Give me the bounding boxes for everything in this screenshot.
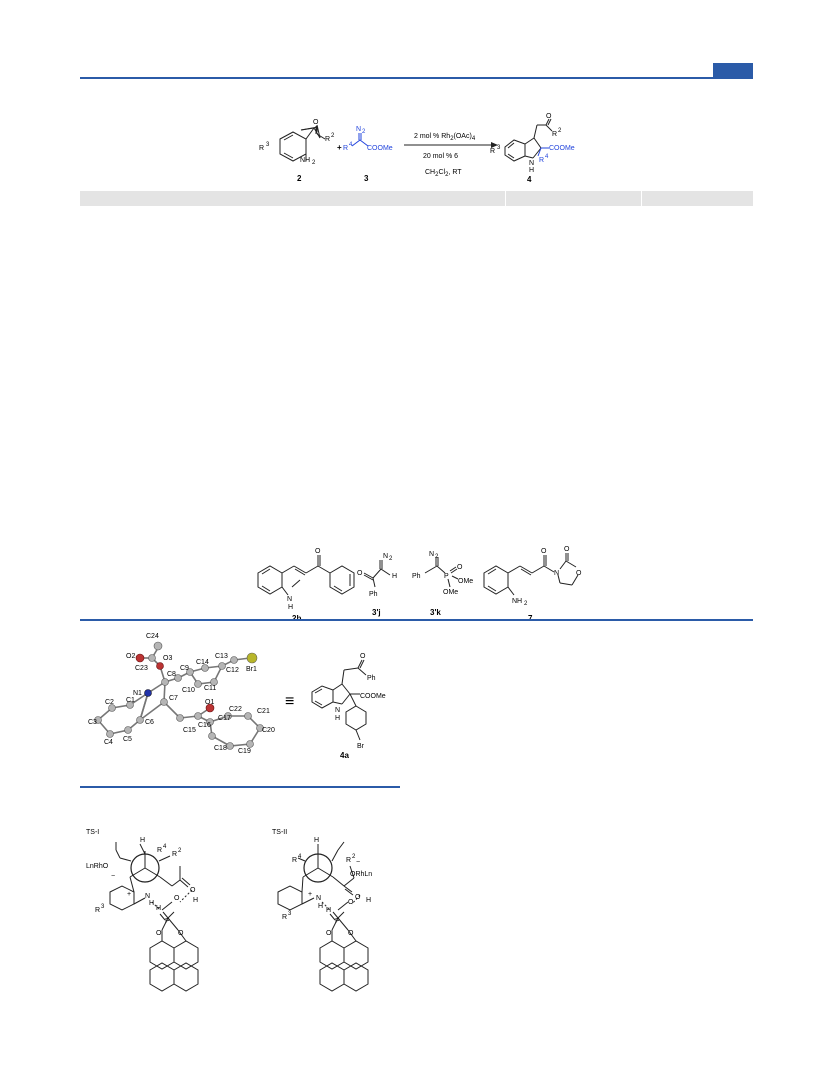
svg-text:R: R <box>95 907 101 914</box>
svg-text:2: 2 <box>362 129 366 135</box>
svg-text:C3: C3 <box>88 719 97 726</box>
svg-text:2: 2 <box>524 601 528 607</box>
svg-text:R: R <box>490 148 496 155</box>
svg-text:O: O <box>178 930 184 937</box>
svg-text:O: O <box>156 930 162 937</box>
compound-2-label: 2 <box>297 174 302 183</box>
svg-text:Ph: Ph <box>412 573 421 580</box>
svg-text:LnRhO: LnRhO <box>86 863 109 870</box>
svg-text:O: O <box>541 548 547 555</box>
svg-text:2: 2 <box>435 554 439 560</box>
svg-text:N: N <box>335 707 341 714</box>
svg-text:C16: C16 <box>198 722 211 729</box>
section-rule-2 <box>80 786 400 788</box>
svg-text:C5: C5 <box>123 736 132 743</box>
svg-text:N: N <box>554 570 560 577</box>
svg-text:R: R <box>282 914 288 921</box>
compound-7 <box>484 546 582 623</box>
svg-text:−: − <box>111 873 116 880</box>
svg-text:C2: C2 <box>105 699 114 706</box>
nh2-label: NH <box>300 157 311 164</box>
ortep-atoms <box>95 642 264 750</box>
svg-text:C8: C8 <box>167 671 176 678</box>
svg-text:N: N <box>145 893 151 900</box>
svg-text:C4: C4 <box>104 739 113 746</box>
svg-text:H: H <box>149 900 155 907</box>
scheme-1 <box>0 0 833 190</box>
condition-solvent: CH2Cl2, RT <box>425 169 462 178</box>
svg-text:4: 4 <box>298 854 302 860</box>
svg-text:O2: O2 <box>126 653 136 660</box>
compound-4a-label: 4a <box>340 751 349 760</box>
svg-text:H: H <box>140 837 146 844</box>
svg-text:C23: C23 <box>135 665 148 672</box>
svg-text:O: O <box>355 894 361 901</box>
svg-text:NH: NH <box>512 598 523 605</box>
svg-text:C15: C15 <box>183 727 196 734</box>
svg-text:N: N <box>429 551 435 558</box>
svg-text:3: 3 <box>288 911 292 917</box>
atom-o3 <box>157 663 164 670</box>
svg-text:Br1: Br1 <box>246 666 257 673</box>
atom-n1 <box>145 690 152 697</box>
svg-text:O: O <box>348 930 354 937</box>
svg-text:O: O <box>348 899 354 906</box>
svg-text:R: R <box>552 131 558 138</box>
compound-3k <box>412 551 473 617</box>
svg-text:+: + <box>308 891 313 898</box>
compound-3-label: 3 <box>364 174 369 183</box>
svg-text:C10: C10 <box>182 687 195 694</box>
svg-text:O: O <box>313 119 319 126</box>
svg-text:C17: C17 <box>218 715 231 722</box>
svg-text:C9: C9 <box>180 665 189 672</box>
svg-text:COOMe: COOMe <box>549 145 575 152</box>
ts-i-title: TS-I <box>86 829 100 836</box>
svg-text:C14: C14 <box>196 659 209 666</box>
svg-text:4: 4 <box>163 844 167 850</box>
svg-text:4: 4 <box>545 154 549 160</box>
reaction-arrow <box>404 142 498 148</box>
svg-text:C19: C19 <box>238 748 251 755</box>
svg-text:R: R <box>157 847 163 854</box>
svg-text:O: O <box>360 653 366 660</box>
svg-text:Ph: Ph <box>367 675 376 682</box>
svg-text:H: H <box>156 905 162 912</box>
svg-text:O: O <box>576 570 582 577</box>
ts-ii-title: TS-II <box>272 829 288 836</box>
svg-text:O: O <box>174 895 180 902</box>
svg-text:P: P <box>165 918 170 925</box>
svg-text:N1: N1 <box>133 690 142 697</box>
svg-text:−: − <box>356 859 361 866</box>
svg-text:C18: C18 <box>214 745 227 752</box>
svg-text:ORhLn: ORhLn <box>350 871 373 878</box>
plus-sign: + <box>337 143 342 152</box>
svg-text:O3: O3 <box>163 655 173 662</box>
transition-states <box>0 820 833 1030</box>
band-separator <box>641 191 642 206</box>
svg-text:OMe: OMe <box>443 589 459 596</box>
svg-text:R: R <box>325 136 331 143</box>
svg-text:H: H <box>392 573 398 580</box>
svg-text:N: N <box>287 596 293 603</box>
svg-text:H: H <box>529 167 535 174</box>
svg-text:3: 3 <box>266 142 270 148</box>
equivalence-sign: ≡ <box>285 693 295 710</box>
svg-text:C1: C1 <box>126 697 135 704</box>
svg-text:N: N <box>383 553 389 560</box>
table-header-band <box>80 191 753 206</box>
svg-text:O: O <box>564 546 570 553</box>
compound-4-label: 4 <box>527 175 532 184</box>
svg-text:O: O <box>326 930 332 937</box>
svg-text:COOMe: COOMe <box>360 693 386 700</box>
svg-text:OMe: OMe <box>458 578 474 585</box>
ortep-labels <box>88 633 275 755</box>
compound-3 <box>343 126 393 183</box>
r3-label: R <box>259 145 265 152</box>
svg-text:H: H <box>318 903 324 910</box>
svg-text:H: H <box>326 907 332 914</box>
ts-i <box>86 829 198 991</box>
svg-text:Ph: Ph <box>369 591 378 598</box>
compound-2b <box>258 548 354 623</box>
svg-text:3: 3 <box>497 145 501 151</box>
svg-text:P: P <box>335 918 340 925</box>
condition-cocatalyst: 20 mol % 6 <box>423 153 459 160</box>
condition-catalyst: 2 mol % Rh2(OAc)4 <box>414 133 476 142</box>
compound-3k-label: 3'k <box>430 608 441 617</box>
svg-text:C13: C13 <box>215 653 228 660</box>
svg-text:4: 4 <box>349 142 353 148</box>
compound-3j-label: 3'j <box>372 608 381 617</box>
svg-text:H: H <box>314 837 320 844</box>
atom-o2 <box>136 654 144 662</box>
svg-text:C21: C21 <box>257 708 270 715</box>
ts-ii <box>272 829 372 991</box>
svg-text:2: 2 <box>558 128 562 134</box>
svg-text:C22: C22 <box>229 706 242 713</box>
svg-text:2: 2 <box>352 854 356 860</box>
svg-text:R: R <box>346 857 352 864</box>
svg-text:O: O <box>546 113 552 120</box>
svg-text:O: O <box>315 548 321 555</box>
svg-text:2: 2 <box>178 848 182 854</box>
svg-text:N: N <box>316 895 322 902</box>
svg-text:O: O <box>190 887 196 894</box>
svg-text:H: H <box>335 715 341 722</box>
svg-text:H: H <box>193 897 199 904</box>
svg-text:Br: Br <box>357 743 364 750</box>
svg-text:2: 2 <box>389 556 393 562</box>
xray-figure <box>0 620 833 770</box>
svg-text:H: H <box>366 897 372 904</box>
svg-text:P: P <box>444 573 449 580</box>
svg-text:R: R <box>292 857 298 864</box>
scheme-2 <box>0 545 833 625</box>
svg-text:C24: C24 <box>146 633 159 640</box>
band-separator <box>505 191 506 206</box>
svg-text:C6: C6 <box>145 719 154 726</box>
svg-text:R: R <box>343 145 349 152</box>
svg-text:C12: C12 <box>226 667 239 674</box>
svg-text:N: N <box>356 126 362 133</box>
svg-text:COOMe: COOMe <box>367 145 393 152</box>
svg-text:2: 2 <box>312 160 316 166</box>
svg-text:C20: C20 <box>262 727 275 734</box>
svg-text:C11: C11 <box>204 685 217 692</box>
svg-text:2: 2 <box>331 133 335 139</box>
svg-text:R: R <box>172 851 178 858</box>
svg-text:3: 3 <box>101 904 105 910</box>
compound-3j <box>357 553 397 617</box>
atom-br <box>247 653 257 663</box>
svg-text:O1: O1 <box>205 699 215 706</box>
svg-text:C7: C7 <box>169 695 178 702</box>
svg-text:N: N <box>529 160 535 167</box>
compound-4a <box>312 653 386 760</box>
compound-4 <box>490 113 575 184</box>
svg-text:H: H <box>288 604 294 611</box>
compound-2 <box>259 119 335 183</box>
svg-text:O: O <box>457 564 463 571</box>
svg-text:+: + <box>127 891 132 898</box>
svg-text:O: O <box>357 570 363 577</box>
svg-text:R: R <box>539 157 545 164</box>
